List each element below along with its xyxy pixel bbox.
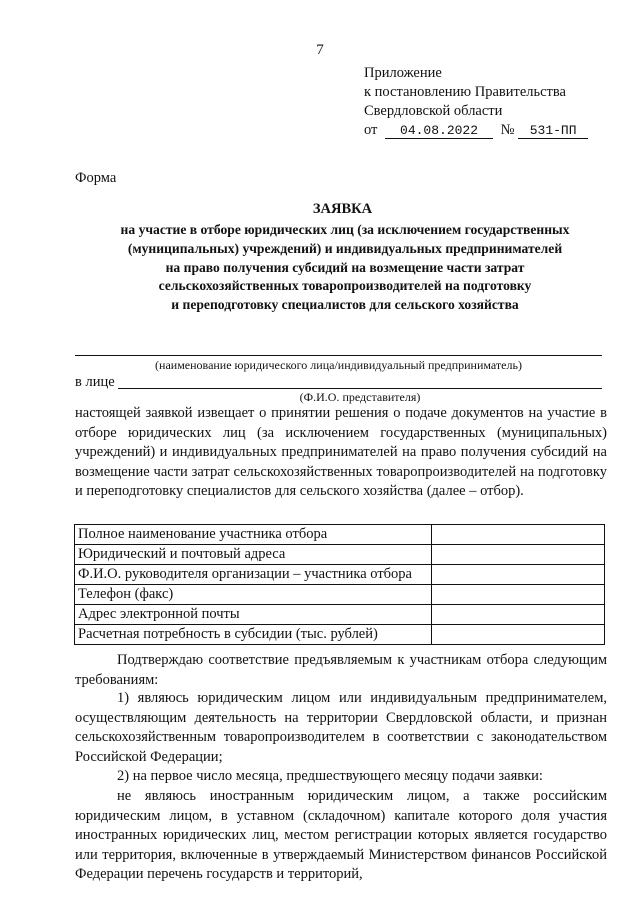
row-label: Юридический и почтовый адреса <box>75 545 432 565</box>
in-person-label: в лице <box>75 374 115 390</box>
appendix-line-3: Свердловской области <box>364 103 503 119</box>
appendix-line-1: Приложение <box>364 65 442 81</box>
representative-caption: (Ф.И.О. представителя) <box>299 390 421 404</box>
form-label: Форма <box>75 170 117 186</box>
intro-text: настоящей заявкой извещает о принятии решения о подаче документов на участие в отборе юридических лиц (за исключением государственных (муниципальных) учреждений) и индивидуальных предпринимателей на право получения субсидий на возмещение части затрат сельскохозяйственных товаропроизводителей на подготовку и переподготовку специалистов для сельского хозяйства (далее – отбор). <box>75 405 607 500</box>
requirement-2: 2) на первое число месяца, предшествующего месяцу подачи заявки: <box>117 768 543 784</box>
appendix-block <box>364 64 634 140</box>
table-row <box>75 525 605 545</box>
decree-date: 04.08.2022 <box>385 123 493 139</box>
row-value[interactable] <box>432 605 605 625</box>
number-label: № <box>500 122 515 138</box>
document-title: ЗАЯВКА <box>312 201 373 217</box>
row-value[interactable] <box>432 525 605 545</box>
table-row <box>75 605 605 625</box>
row-label: Ф.И.О. руководителя организации – участника отбора <box>75 565 432 585</box>
subtitle-line: на право получения субсидий на возмещение части затрат <box>165 259 525 275</box>
subtitle-line: и переподготовку специалистов для сельского хозяйства <box>171 297 519 313</box>
row-label: Расчетная потребность в субсидии (тыс. рублей) <box>75 625 432 645</box>
decree-number: 531-ПП <box>518 123 588 139</box>
table-row <box>75 625 605 645</box>
document-subtitle <box>80 221 610 315</box>
entity-caption: (наименование юридического лица/индивидуальный предприниматель) <box>155 358 522 372</box>
confirm-paragraph: Подтверждаю соответствие предъявляемым к участникам отбора следующим требованиям: <box>75 652 607 688</box>
row-label: Телефон (факс) <box>75 585 432 605</box>
requirement-1: 1) являюсь юридическим лицом или индивидуальным предпринимателем, осуществляющим деятельность на территории Свердловской области, и признан сельскохозяйственным товаропроизводителем в соответствии с законодательством Российской Федерации; <box>75 690 607 765</box>
page-number: 7 <box>316 42 324 58</box>
row-value[interactable] <box>432 545 605 565</box>
requirement-2-item: не являюсь иностранным юридическим лицом, а также российским юридическим лицом, в уставном (складочном) капитале которого доля участия иностранных юридических лиц, местом регистрации которых является государство или территория, включенные в утверждаемый Министерством финансов Российской Федерации перечень государств и территорий, <box>75 788 607 883</box>
row-value[interactable] <box>432 585 605 605</box>
appendix-date-line <box>364 121 634 140</box>
subtitle-line: сельскохозяйственных товаропроизводителей на подготовку <box>158 278 532 294</box>
subtitle-line: (муниципальных) учреждений) и индивидуальных предпринимателей <box>127 240 563 256</box>
row-label: Адрес электронной почты <box>75 605 432 625</box>
appendix-line-2: к постановлению Правительства <box>364 84 566 100</box>
representative-line[interactable] <box>118 388 602 389</box>
table-row <box>75 545 605 565</box>
row-value[interactable] <box>432 565 605 585</box>
table-row <box>75 565 605 585</box>
participant-info-table <box>74 524 605 645</box>
entity-name-line[interactable] <box>75 355 602 356</box>
subtitle-line: на участие в отборе юридических лиц (за исключением государственных <box>120 222 570 237</box>
row-value[interactable] <box>432 625 605 645</box>
table-row <box>75 585 605 605</box>
row-label: Полное наименование участника отбора <box>75 525 432 545</box>
from-label: от <box>364 122 378 138</box>
